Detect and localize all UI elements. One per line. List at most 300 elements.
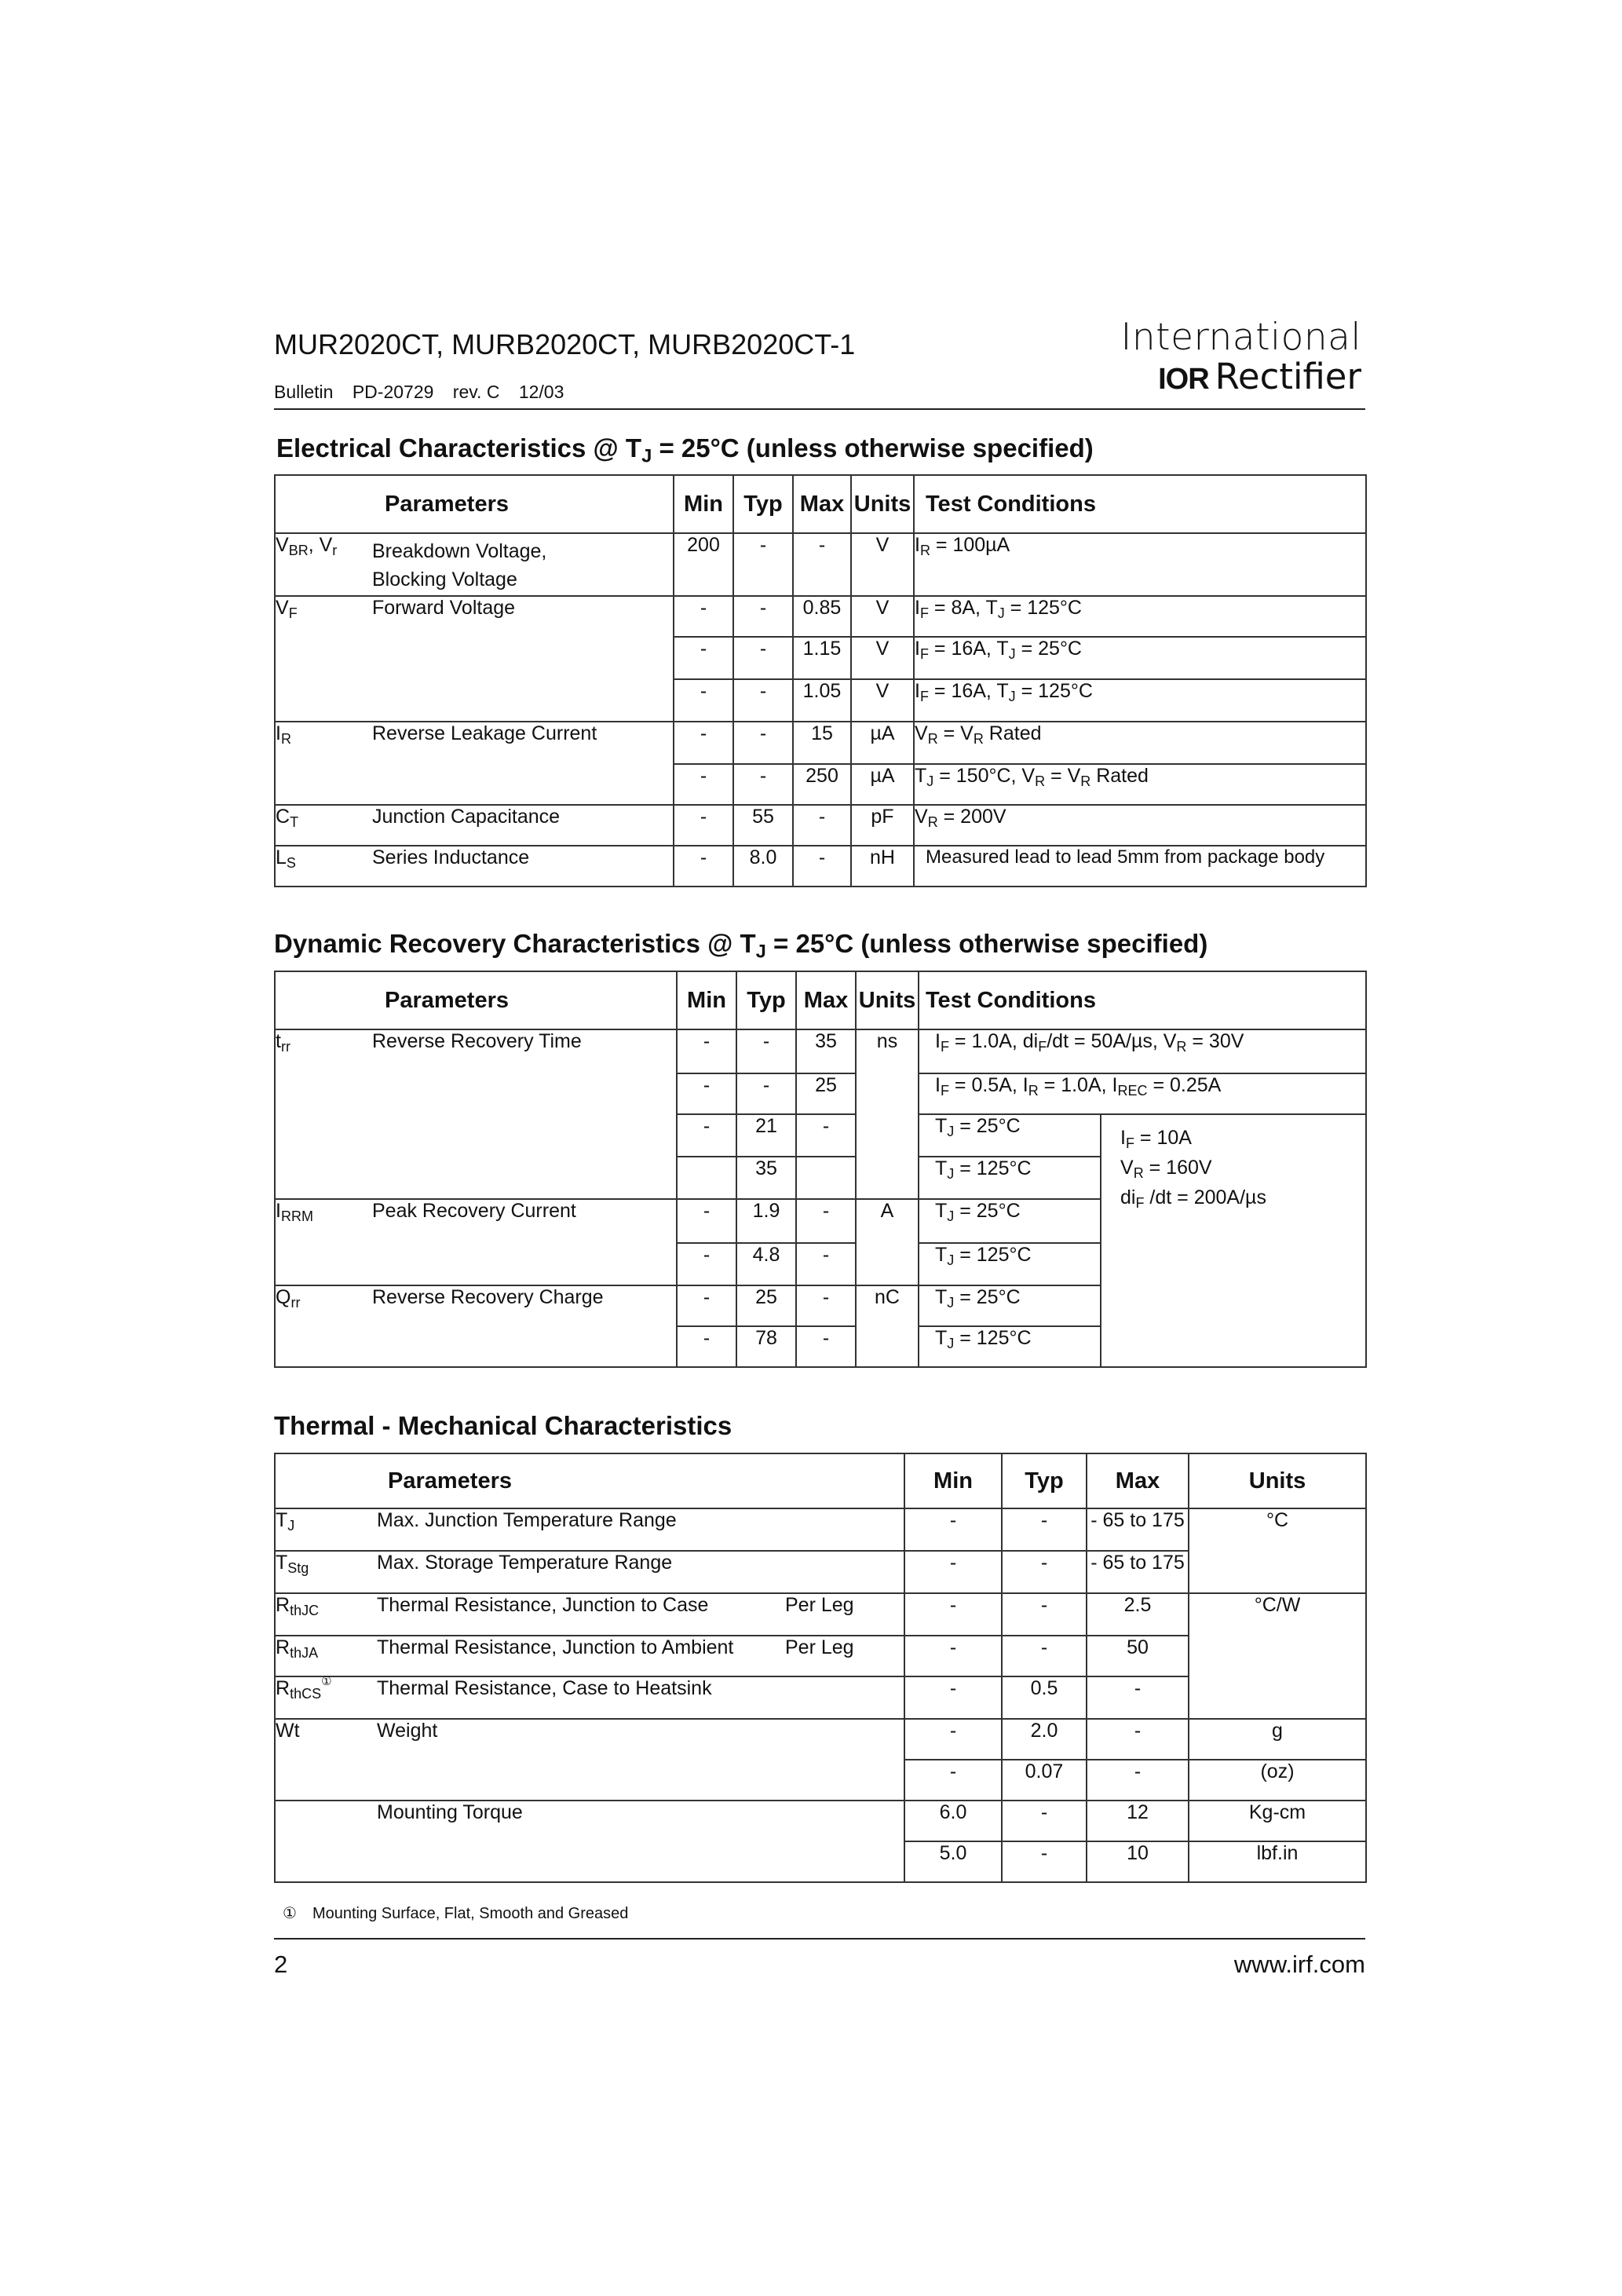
cell-max: 15 bbox=[793, 722, 851, 764]
cs2: R bbox=[973, 731, 984, 748]
cell-typ: 35 bbox=[736, 1157, 796, 1199]
param-line2: Blocking Voltage bbox=[372, 569, 517, 590]
cell-extra: Per Leg bbox=[785, 1636, 904, 1676]
sym: R bbox=[276, 1636, 290, 1658]
cell-min: - bbox=[904, 1551, 1002, 1593]
dynamic-title-text: Dynamic Recovery Characteristics @ T bbox=[274, 929, 756, 958]
cr: = 100µA bbox=[930, 534, 1010, 556]
col-max: Max bbox=[793, 475, 851, 533]
sym-sub: rr bbox=[280, 1039, 290, 1055]
company-logo bbox=[1120, 316, 1361, 397]
dynamic-title bbox=[274, 929, 1208, 963]
footer-rule bbox=[274, 1938, 1365, 1940]
cr2: = 125°C bbox=[1004, 597, 1082, 619]
cs: J bbox=[947, 1295, 955, 1311]
cell-units: A bbox=[856, 1199, 919, 1285]
cr: = 1.0A, di bbox=[948, 1030, 1039, 1052]
cell-min: - bbox=[904, 1760, 1002, 1801]
header-symbol bbox=[275, 1453, 377, 1508]
cell-min: - bbox=[904, 1636, 1002, 1676]
cs: J bbox=[947, 1124, 955, 1140]
logo-line2 bbox=[1121, 356, 1361, 397]
cell-max: 35 bbox=[796, 1029, 856, 1073]
cell-typ: - bbox=[1002, 1801, 1087, 1841]
cell-typ: 55 bbox=[733, 805, 793, 846]
sym: I bbox=[276, 722, 281, 744]
c: T bbox=[915, 765, 927, 787]
symbol-ir bbox=[275, 722, 372, 805]
dynamic-title-sub: J bbox=[755, 941, 766, 963]
side-if bbox=[1120, 1123, 1365, 1153]
cell-max: - 65 to 175 bbox=[1087, 1508, 1189, 1551]
footnote-text: Mounting Surface, Flat, Smooth and Greased bbox=[312, 1905, 629, 1922]
cell-min: - bbox=[677, 1243, 736, 1285]
cell-min: 200 bbox=[674, 533, 733, 596]
col-units: Units bbox=[1189, 1453, 1366, 1508]
col-test-conditions: Test Conditions bbox=[914, 475, 1366, 533]
cr: = 25°C bbox=[954, 1115, 1021, 1137]
sym: Q bbox=[276, 1286, 291, 1308]
col-max: Max bbox=[796, 971, 856, 1029]
cell-max: - 65 to 175 bbox=[1087, 1551, 1189, 1593]
cell-typ: 78 bbox=[736, 1326, 796, 1367]
symbol-qrr bbox=[275, 1285, 372, 1367]
cell-typ: 4.8 bbox=[736, 1243, 796, 1285]
cell-extra: Per Leg bbox=[785, 1593, 904, 1636]
col-typ: Typ bbox=[1002, 1453, 1087, 1508]
symbol-rthcs bbox=[275, 1676, 377, 1719]
cell-typ: - bbox=[1002, 1508, 1087, 1551]
cell-max: 50 bbox=[1087, 1636, 1189, 1676]
cell-units: nC bbox=[856, 1285, 919, 1367]
logo-mark: IOR bbox=[1158, 363, 1209, 396]
c: I bbox=[915, 597, 920, 619]
symbol-tstg bbox=[275, 1551, 377, 1593]
cs: J bbox=[947, 1208, 955, 1225]
cell-max: - bbox=[796, 1114, 856, 1157]
cell-typ: - bbox=[733, 722, 793, 764]
symbol-ct bbox=[275, 805, 372, 846]
param-forward: Forward Voltage bbox=[372, 596, 674, 722]
col-max: Max bbox=[1087, 1453, 1189, 1508]
symbol-tj bbox=[275, 1508, 377, 1551]
cell-extra bbox=[785, 1676, 904, 1719]
logo-line2-text: Rectifier bbox=[1215, 356, 1361, 397]
param-breakdown bbox=[372, 533, 674, 596]
sym-sub: BR bbox=[288, 543, 309, 559]
c: T bbox=[935, 1157, 948, 1179]
cell-units-temp: °C bbox=[1189, 1508, 1366, 1593]
cs: F bbox=[919, 689, 929, 705]
cs2: R bbox=[1035, 773, 1046, 790]
cell-max: 12 bbox=[1087, 1801, 1189, 1841]
cell-cond bbox=[919, 1073, 1366, 1114]
cell-min: - bbox=[677, 1199, 736, 1243]
param-leakage: Reverse Leakage Current bbox=[372, 722, 674, 805]
sym-sub: T bbox=[290, 814, 299, 831]
param-tj: Max. Junction Temperature Range bbox=[377, 1508, 785, 1551]
cell-units: V bbox=[851, 533, 914, 596]
cell-typ: - bbox=[1002, 1636, 1087, 1676]
symbol-rthja bbox=[275, 1636, 377, 1676]
cell-min: 5.0 bbox=[904, 1841, 1002, 1882]
cell-min: - bbox=[677, 1114, 736, 1157]
cs: J bbox=[947, 1166, 955, 1183]
param-capacitance: Junction Capacitance bbox=[372, 805, 674, 846]
table-row bbox=[275, 596, 1366, 637]
cs: J bbox=[926, 773, 934, 790]
header-rule bbox=[274, 408, 1365, 410]
c: I bbox=[915, 534, 920, 556]
cr2: = 1.0A, I bbox=[1038, 1074, 1118, 1096]
cr: = 16A, T bbox=[928, 638, 1009, 660]
param-rthcs: Thermal Resistance, Case to Heatsink bbox=[377, 1676, 785, 1719]
sym-sub: thJC bbox=[290, 1603, 320, 1619]
col-min: Min bbox=[674, 475, 733, 533]
cs: F bbox=[940, 1039, 949, 1055]
thermal-table bbox=[274, 1453, 1367, 1883]
header-extra bbox=[785, 1453, 904, 1508]
col-parameters: Parameters bbox=[377, 1453, 785, 1508]
sym: R bbox=[276, 1594, 290, 1616]
cs2: J bbox=[1008, 689, 1016, 705]
cell-typ: 2.0 bbox=[1002, 1719, 1087, 1760]
cell-units: (oz) bbox=[1189, 1760, 1366, 1801]
cr3: Rated bbox=[1090, 765, 1149, 787]
l3: di bbox=[1120, 1186, 1136, 1208]
cr: = 125°C bbox=[954, 1157, 1032, 1179]
sym-sub: thJA bbox=[290, 1645, 319, 1662]
sym-sub: F bbox=[288, 605, 298, 622]
symbol-irrm bbox=[275, 1199, 372, 1285]
cr: = 25°C bbox=[954, 1200, 1021, 1222]
cell-max: 1.05 bbox=[793, 679, 851, 722]
symbol-wt: Wt bbox=[275, 1719, 377, 1801]
cs: F bbox=[919, 646, 929, 663]
col-parameters: Parameters bbox=[372, 971, 677, 1029]
symbol-vf bbox=[275, 596, 372, 722]
cell-max: - bbox=[796, 1326, 856, 1367]
cell-max: 25 bbox=[796, 1073, 856, 1114]
cell-max: - bbox=[796, 1285, 856, 1326]
electrical-title-text: Electrical Characteristics @ T bbox=[276, 433, 642, 462]
cell-cond bbox=[914, 679, 1366, 722]
bulletin-line bbox=[274, 382, 578, 403]
dynamic-title-rest: = 25°C (unless otherwise specified) bbox=[765, 929, 1208, 958]
cs: F bbox=[919, 605, 929, 622]
cs3: REC bbox=[1117, 1083, 1148, 1099]
symbol-trr bbox=[275, 1029, 372, 1199]
cell-max: - bbox=[1087, 1760, 1189, 1801]
cs: F bbox=[940, 1083, 949, 1099]
cell-cond bbox=[914, 722, 1366, 764]
sym-sub: Stg bbox=[287, 1560, 309, 1577]
table-row bbox=[275, 805, 1366, 846]
sym-sub: thCS bbox=[290, 1686, 322, 1702]
cell-units: µA bbox=[851, 764, 914, 805]
cell-min bbox=[677, 1157, 736, 1199]
cell-typ: - bbox=[1002, 1841, 1087, 1882]
cell-typ: - bbox=[733, 637, 793, 679]
cell-units-res: °C/W bbox=[1189, 1593, 1366, 1719]
l2-sub: R bbox=[1133, 1165, 1144, 1182]
symbol-rthjc bbox=[275, 1593, 377, 1636]
cell-cond bbox=[914, 596, 1366, 637]
param-rthjc: Thermal Resistance, Junction to Case bbox=[377, 1593, 785, 1636]
cell-cond bbox=[919, 1157, 1101, 1199]
param-inductance: Series Inductance bbox=[372, 846, 674, 887]
cell-max: - bbox=[793, 533, 851, 596]
bulletin-number: PD-20729 bbox=[352, 382, 434, 402]
side-didt bbox=[1120, 1183, 1365, 1212]
l1-sub: F bbox=[1125, 1135, 1134, 1152]
cs2: J bbox=[997, 605, 1005, 622]
sym: V bbox=[276, 597, 289, 619]
electrical-title-rest: = 25°C (unless otherwise specified) bbox=[652, 433, 1094, 462]
cell-typ: - bbox=[733, 679, 793, 722]
c: I bbox=[935, 1074, 941, 1096]
cs: R bbox=[927, 731, 938, 748]
cell-max: - bbox=[793, 805, 851, 846]
c: I bbox=[915, 638, 920, 660]
c: T bbox=[935, 1327, 948, 1349]
cs2: R bbox=[1028, 1083, 1039, 1099]
cell-max: - bbox=[793, 846, 851, 887]
symbol-vbr bbox=[275, 533, 372, 596]
cell-min: - bbox=[674, 637, 733, 679]
c: T bbox=[935, 1244, 948, 1266]
cs: J bbox=[947, 1336, 955, 1352]
cell-typ: 0.5 bbox=[1002, 1676, 1087, 1719]
c: V bbox=[915, 806, 928, 828]
document-title: MUR2020CT, MURB2020CT, MURB2020CT-1 bbox=[274, 328, 856, 360]
l3-rest: /dt = 200A/µs bbox=[1144, 1186, 1266, 1208]
sym: L bbox=[276, 846, 287, 868]
param-tstg: Max. Storage Temperature Range bbox=[377, 1551, 785, 1593]
sym: I bbox=[276, 1200, 281, 1222]
param-irrm: Peak Recovery Current bbox=[372, 1199, 677, 1285]
cell-cond bbox=[914, 637, 1366, 679]
cell-min: - bbox=[904, 1508, 1002, 1551]
cell-max: - bbox=[796, 1243, 856, 1285]
cell-cond bbox=[914, 533, 1366, 596]
cell-min: - bbox=[677, 1326, 736, 1367]
cell-typ: - bbox=[733, 764, 793, 805]
cell-typ: - bbox=[1002, 1551, 1087, 1593]
table-row bbox=[275, 1801, 1366, 1841]
cs3: R bbox=[1080, 773, 1091, 790]
website-link[interactable]: www.irf.com bbox=[1233, 1951, 1365, 1978]
cell-min: - bbox=[904, 1719, 1002, 1760]
cell-typ: - bbox=[736, 1029, 796, 1073]
cell-min: - bbox=[677, 1029, 736, 1073]
l1: I bbox=[1120, 1127, 1126, 1149]
sym: T bbox=[276, 1552, 288, 1574]
header-symbol bbox=[275, 971, 372, 1029]
cell-typ: - bbox=[1002, 1593, 1087, 1636]
cell-typ: 0.07 bbox=[1002, 1760, 1087, 1801]
cell-min: - bbox=[674, 679, 733, 722]
cr: = 0.5A, I bbox=[948, 1074, 1028, 1096]
cell-min: - bbox=[904, 1676, 1002, 1719]
param-rthja: Thermal Resistance, Junction to Ambient bbox=[377, 1636, 785, 1676]
sym-sub: R bbox=[280, 731, 291, 748]
table-row bbox=[275, 1719, 1366, 1760]
sym-sub: S bbox=[286, 855, 296, 872]
cell-typ: 1.9 bbox=[736, 1199, 796, 1243]
cell-max: 10 bbox=[1087, 1841, 1189, 1882]
l1-rest: = 10A bbox=[1134, 1127, 1192, 1149]
cell-typ: - bbox=[733, 533, 793, 596]
side-vr bbox=[1120, 1153, 1365, 1183]
thermal-title: Thermal - Mechanical Characteristics bbox=[274, 1411, 732, 1440]
sym-sub: rr bbox=[290, 1295, 301, 1311]
cell-extra bbox=[785, 1508, 904, 1551]
cell-min: - bbox=[674, 846, 733, 887]
c: T bbox=[935, 1286, 948, 1308]
cell-typ: 8.0 bbox=[733, 846, 793, 887]
cell-units: pF bbox=[851, 805, 914, 846]
l3-sub: F bbox=[1135, 1195, 1145, 1212]
cell-units: lbf.in bbox=[1189, 1841, 1366, 1882]
cell-max: 0.85 bbox=[793, 596, 851, 637]
sym2: , V bbox=[308, 534, 333, 556]
col-typ: Typ bbox=[733, 475, 793, 533]
cell-max: 1.15 bbox=[793, 637, 851, 679]
cr2: /dt = 50A/µs, V bbox=[1047, 1030, 1177, 1052]
cr: = V bbox=[937, 722, 974, 744]
cell-min: 6.0 bbox=[904, 1801, 1002, 1841]
symbol-ls bbox=[275, 846, 372, 887]
cell-cond bbox=[914, 805, 1366, 846]
cr3: = 0.25A bbox=[1147, 1074, 1222, 1096]
cell-units: V bbox=[851, 637, 914, 679]
cr: = 150°C, V bbox=[933, 765, 1036, 787]
col-typ: Typ bbox=[736, 971, 796, 1029]
cell-extra bbox=[785, 1551, 904, 1593]
cell-typ: 21 bbox=[736, 1114, 796, 1157]
cell-min: - bbox=[904, 1593, 1002, 1636]
bulletin-label: Bulletin bbox=[274, 382, 334, 402]
cr: = 200V bbox=[937, 806, 1006, 828]
table-row bbox=[275, 1508, 1366, 1551]
cell-cond bbox=[919, 1285, 1101, 1326]
table-row bbox=[275, 1029, 1366, 1073]
sym: V bbox=[276, 534, 289, 556]
sym-sub: J bbox=[287, 1518, 295, 1534]
cr: = 8A, T bbox=[928, 597, 998, 619]
col-units: Units bbox=[856, 971, 919, 1029]
cs3: R bbox=[1176, 1039, 1187, 1055]
sym: R bbox=[276, 1677, 290, 1699]
cell-min: - bbox=[674, 722, 733, 764]
cell-cond bbox=[919, 1029, 1366, 1073]
cs2: J bbox=[1008, 646, 1016, 663]
cell-cond bbox=[919, 1243, 1101, 1285]
cell-max bbox=[796, 1157, 856, 1199]
param-line1: Breakdown Voltage, bbox=[372, 540, 547, 562]
l2: V bbox=[1120, 1157, 1134, 1179]
col-min: Min bbox=[904, 1453, 1002, 1508]
cr2: = 125°C bbox=[1015, 680, 1093, 702]
c: V bbox=[915, 722, 928, 744]
cs: R bbox=[919, 543, 930, 559]
c: T bbox=[935, 1115, 948, 1137]
table-row bbox=[275, 846, 1366, 887]
cell-units: nH bbox=[851, 846, 914, 887]
sym-sub: RRM bbox=[280, 1208, 313, 1225]
param-weight: Weight bbox=[377, 1719, 904, 1801]
cell-min: - bbox=[674, 596, 733, 637]
cell-typ: - bbox=[736, 1073, 796, 1114]
cell-units: g bbox=[1189, 1719, 1366, 1760]
cell-cond bbox=[919, 1326, 1101, 1367]
col-units: Units bbox=[851, 475, 914, 533]
cr: = 125°C bbox=[954, 1327, 1032, 1349]
cell-cond bbox=[914, 764, 1366, 805]
param-trr: Reverse Recovery Time bbox=[372, 1029, 677, 1199]
cell-cond: Measured lead to lead 5mm from package body bbox=[914, 846, 1366, 887]
sym: C bbox=[276, 806, 290, 828]
electrical-title bbox=[276, 433, 1094, 467]
param-torque: Mounting Torque bbox=[377, 1801, 904, 1882]
symbol-blank bbox=[275, 1801, 377, 1882]
cell-typ: - bbox=[733, 596, 793, 637]
c: I bbox=[915, 680, 920, 702]
page-number: 2 bbox=[274, 1951, 288, 1978]
cell-units: µA bbox=[851, 722, 914, 764]
bulletin-date: 12/03 bbox=[518, 382, 564, 402]
cell-units: Kg-cm bbox=[1189, 1801, 1366, 1841]
cell-max: - bbox=[1087, 1676, 1189, 1719]
footnote-mark: ① bbox=[321, 1675, 332, 1688]
cs: J bbox=[947, 1252, 955, 1269]
cell-min: - bbox=[677, 1073, 736, 1114]
col-test-conditions: Test Conditions bbox=[919, 971, 1366, 1029]
cell-max: 250 bbox=[793, 764, 851, 805]
cr: = 125°C bbox=[954, 1244, 1032, 1266]
cs2: F bbox=[1038, 1039, 1047, 1055]
dynamic-table bbox=[274, 971, 1367, 1368]
cell-min: - bbox=[677, 1285, 736, 1326]
c: I bbox=[935, 1030, 941, 1052]
side-conditions bbox=[1101, 1114, 1366, 1367]
table-row bbox=[275, 1593, 1366, 1636]
cell-max: - bbox=[796, 1199, 856, 1243]
cell-units: ns bbox=[856, 1029, 919, 1199]
l2-rest: = 160V bbox=[1143, 1157, 1212, 1179]
logo-line1: International bbox=[1120, 316, 1361, 359]
header-symbol bbox=[275, 475, 372, 533]
cr: = 16A, T bbox=[928, 680, 1009, 702]
revision: rev. C bbox=[452, 382, 500, 402]
cell-units: V bbox=[851, 679, 914, 722]
cr2: Rated bbox=[983, 722, 1042, 744]
cell-cond bbox=[919, 1114, 1101, 1157]
electrical-title-sub: J bbox=[641, 445, 652, 467]
cell-min: - bbox=[674, 805, 733, 846]
cs: R bbox=[927, 814, 938, 831]
cr: = 25°C bbox=[954, 1286, 1021, 1308]
param-qrr: Reverse Recovery Charge bbox=[372, 1285, 677, 1367]
cr2: = 25°C bbox=[1015, 638, 1082, 660]
cell-max: 2.5 bbox=[1087, 1593, 1189, 1636]
col-min: Min bbox=[677, 971, 736, 1029]
col-parameters: Parameters bbox=[372, 475, 674, 533]
footnote-mark: ① bbox=[283, 1905, 297, 1922]
cell-typ: 25 bbox=[736, 1285, 796, 1326]
cr3: = 30V bbox=[1186, 1030, 1244, 1052]
